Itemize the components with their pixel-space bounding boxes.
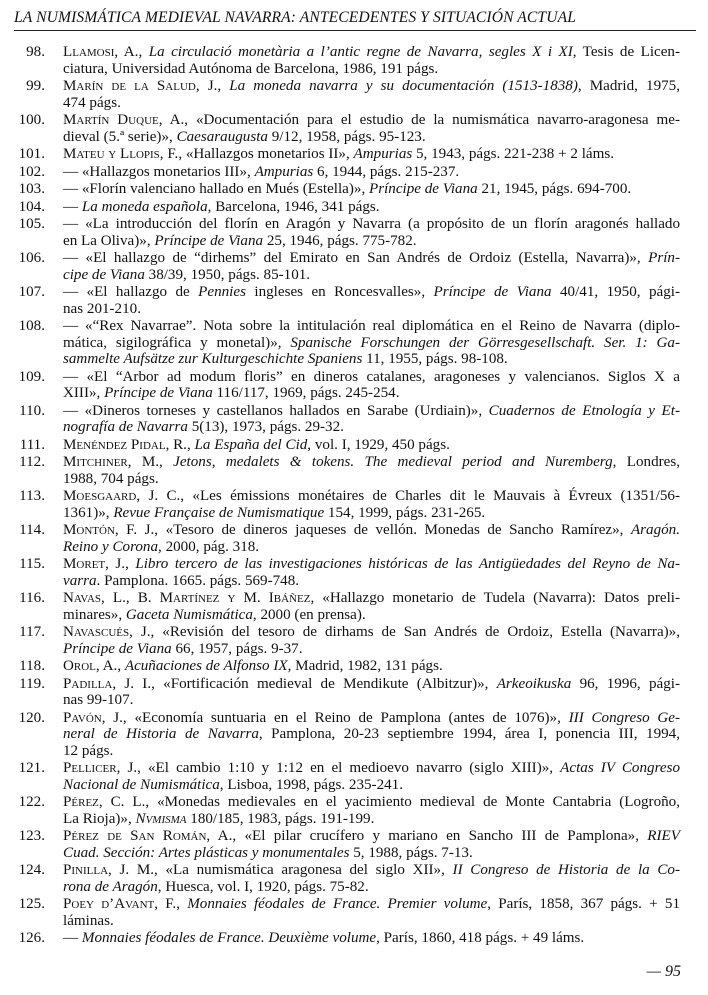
reference-title-text: Actas IV Congreso — [560, 760, 680, 776]
reference-text: — — [63, 930, 82, 946]
reference-text: 40/41, 1950, pági- — [551, 284, 680, 300]
reference-line — [63, 335, 680, 352]
reference-number: 123. — [18, 828, 45, 844]
reference-author: Marín de la Salud, J. — [63, 78, 218, 94]
reference-author: Pérez de San Román, A. — [63, 828, 233, 844]
reference-text: — «Dineros torneses y castellanos hallados en Sarabe (Urdiain)», — [63, 402, 489, 419]
reference-author: Mitchiner, M. — [63, 454, 160, 470]
reference-line — [63, 454, 680, 471]
reference-line — [63, 692, 680, 709]
reference-text: 21, 1945, págs. 694-700. — [477, 181, 632, 197]
reference-title-text: sammelte Aufsätze zur Kulturgeschichte Spaniens — [63, 351, 363, 367]
reference-text: , «Hallazgo monetario de Tudela (Navarra): Datos preli- — [310, 590, 680, 606]
reference-title-text: Gaceta Numismática — [125, 606, 253, 623]
reference-entry — [0, 794, 680, 827]
reference-line — [63, 233, 680, 250]
reference-text: , París, 1860, 418 págs. + 49 láms. — [376, 930, 585, 946]
reference-title-text: Ampurias — [254, 163, 314, 180]
reference-text: ingleses en Roncesvalles», — [245, 284, 434, 300]
reference-entry — [0, 454, 680, 487]
reference-author: Pinilla, J. M. — [63, 862, 155, 878]
reference-entry — [0, 112, 680, 145]
reference-title-text: Revue Française de Numismatique — [113, 504, 325, 521]
reference-title-text: La moneda española — [81, 198, 208, 215]
reference-line — [63, 301, 680, 318]
reference-entry — [0, 624, 680, 657]
reference-text: — «La introducción del florín en Aragón y Navarra (a propósito de un florín aragonés hallado — [63, 216, 680, 232]
reference-line — [63, 61, 680, 78]
reference-text: , «Documentación para el estudio de la numismática navarro-aragonesa me- — [184, 112, 681, 128]
reference-title-text: Pennies — [198, 284, 246, 300]
reference-text: — «Hallazgos monetarios III», — [63, 163, 255, 180]
reference-text: , «Tesoro de dineros jaqueses de vellón. Monedas de Sancho Ramírez», — [154, 522, 631, 538]
reference-line — [63, 811, 680, 828]
reference-line — [63, 828, 680, 845]
reference-number: 99. — [26, 78, 45, 94]
reference-title-text: Ampurias — [353, 146, 413, 162]
reference-line — [63, 199, 680, 216]
reference-text: 11, 1955, págs. 98-108. — [362, 351, 508, 367]
reference-entry — [0, 556, 680, 589]
reference-entry — [0, 590, 680, 623]
reference-text: 5, 1988, págs. 7-13. — [349, 844, 473, 861]
reference-text: La Rioja)», — [63, 810, 136, 827]
reference-text: , París, 1858, 367 págs. + 51 — [487, 896, 680, 912]
reference-line — [63, 437, 680, 454]
reference-author: Poey d’Avant, F. — [63, 896, 177, 912]
reference-number: 101. — [18, 146, 45, 162]
reference-text: láminas. — [63, 912, 114, 929]
reference-title-text: RIEV — [647, 828, 680, 844]
reference-entry — [0, 78, 680, 111]
reference-line — [63, 471, 680, 488]
reference-entry — [0, 862, 680, 895]
reference-number: 126. — [18, 930, 45, 946]
reference-line — [63, 112, 680, 129]
reference-author: Menéndez Pidal, R. — [63, 436, 187, 453]
reference-line — [63, 930, 680, 947]
reference-text: 180/185, 1983, págs. 191-199. — [186, 810, 375, 827]
reference-title-text: Aragón. — [630, 522, 680, 538]
reference-title-text: Spanische Forschungen der Görresgesellschaft. Ser. 1: Ga- — [290, 334, 681, 351]
reference-text: , — [217, 78, 230, 94]
reference-text: , — [125, 556, 136, 572]
reference-text: , 2000 (en prensa). — [252, 606, 366, 623]
reference-text: , Lisboa, 1998, págs. 235-241. — [219, 776, 404, 793]
reference-text: , «Revisión del tesoro de dirhams de San Andrés de Ordoiz, Estella (Navarra)», — [150, 624, 681, 640]
reference-author: Martín Duque, A. — [63, 112, 185, 128]
reference-title-text: La moneda navarra y su documentación (1513-1838) — [229, 78, 578, 94]
reference-author: Pavón, J. — [63, 709, 123, 726]
reference-line — [63, 403, 680, 420]
reference-number: 112. — [19, 454, 45, 470]
reference-line — [63, 879, 680, 896]
reference-line — [63, 760, 680, 777]
reference-title-text: nografía de Navarra — [63, 419, 188, 435]
reference-list — [0, 44, 708, 948]
reference-entry — [0, 216, 680, 249]
reference-text: minares», — [63, 606, 126, 623]
reference-number: 109. — [18, 368, 45, 385]
reference-author: Moesgaard, J. C. — [63, 488, 181, 504]
reference-line — [63, 658, 680, 675]
reference-text: , Huesca, vol. I, 1920, págs. 75-82. — [157, 878, 369, 895]
reference-line — [63, 573, 680, 590]
reference-title-text: varra — [63, 572, 97, 589]
reference-text: — «El hallazgo de — [63, 284, 199, 300]
header-rule — [14, 30, 696, 31]
reference-author: Llamosi, A. — [63, 44, 139, 60]
reference-number: 120. — [18, 709, 45, 726]
reference-number: 110. — [19, 402, 45, 419]
reference-number: 111. — [19, 436, 45, 453]
reference-line — [63, 351, 680, 368]
reference-title-text: Príncipe de Viana — [154, 232, 264, 249]
reference-number: 116. — [19, 590, 45, 606]
reference-title-text: Prín- — [648, 250, 680, 266]
reference-line — [63, 488, 680, 505]
reference-title-text: Príncipe de Viana — [63, 640, 172, 657]
reference-text: mática, sigilográfica y monetal)», — [63, 334, 291, 351]
reference-title-text: Nvmisma — [135, 810, 187, 827]
reference-number: 98. — [26, 44, 45, 60]
reference-text: vol. I, 1929, 450 págs. — [311, 436, 450, 453]
reference-line — [63, 44, 680, 61]
reference-author: Montón, F. J. — [63, 522, 155, 538]
reference-line — [63, 556, 680, 573]
reference-line — [63, 676, 680, 693]
reference-title-text: La España del Cid, — [194, 436, 312, 453]
reference-number: 103. — [18, 181, 45, 197]
reference-text: 5, 1943, págs. 221-238 + 2 láms. — [412, 146, 615, 162]
reference-line — [63, 318, 680, 335]
reference-line — [63, 181, 680, 198]
reference-entry — [0, 488, 680, 521]
reference-line — [63, 913, 680, 930]
reference-line — [63, 216, 680, 233]
reference-title-text: Jetons, medalets & tokens. The medieval period and Nuremberg — [173, 454, 613, 470]
reference-text: , — [186, 436, 195, 453]
reference-number: 104. — [18, 198, 45, 215]
reference-text: nas 99-107. — [63, 692, 134, 708]
reference-entry — [0, 403, 680, 436]
reference-line — [63, 164, 680, 181]
reference-text: , «Monedas medievales en el yacimiento medieval de Monte Cantabria (Logroño, — [145, 794, 681, 810]
reference-line — [63, 522, 680, 539]
reference-line — [63, 284, 680, 301]
reference-line — [63, 95, 680, 112]
reference-author: Padilla, J. I. — [63, 675, 152, 692]
reference-number: 119. — [19, 675, 45, 692]
reference-title-text: Príncipe de Viana — [369, 181, 478, 197]
reference-entry — [0, 522, 680, 555]
reference-author: Orol, A. — [63, 658, 118, 674]
reference-entry — [0, 896, 680, 929]
reference-text: , Tesis de Licen- — [572, 44, 681, 60]
reference-title-text: Nacional de Numismática — [63, 776, 220, 793]
reference-line — [63, 539, 680, 556]
reference-line — [63, 777, 680, 794]
reference-text: — «El hallazgo de “dirhems” del Emirato en San Andrés de Ordoiz (Estella, Navarra)», — [63, 250, 649, 266]
reference-entry — [0, 164, 680, 181]
reference-line — [63, 505, 680, 522]
reference-text: 9/12, 1958, págs. 95-123. — [267, 128, 426, 145]
reference-text: XIII», — [63, 385, 105, 401]
reference-line — [63, 129, 680, 146]
reference-number: 121. — [18, 760, 45, 776]
reference-line — [63, 743, 680, 760]
reference-line — [63, 267, 680, 284]
reference-line — [63, 385, 680, 402]
reference-entry — [0, 318, 680, 368]
reference-number: 115. — [19, 556, 45, 572]
reference-number: 125. — [18, 896, 45, 912]
page-number: — 95 — [646, 963, 681, 980]
reference-line — [63, 794, 680, 811]
reference-text: 66, 1957, págs. 9-37. — [171, 640, 303, 657]
reference-text: , «El pilar crucífero y mariano en Sancho III de Pamplona», — [232, 828, 648, 844]
reference-line — [63, 590, 680, 607]
reference-line — [63, 369, 680, 386]
reference-number: 100. — [18, 112, 45, 128]
reference-line — [63, 862, 680, 879]
reference-text: , Madrid, 1982, 131 págs. — [287, 658, 443, 674]
reference-text: 474 págs. — [63, 94, 121, 111]
reference-entry — [0, 44, 680, 77]
reference-title-text: II Congreso de Historia de la Co- — [452, 862, 681, 878]
reference-title-text: neral de Historia de Navarra — [63, 726, 259, 742]
reference-text: , «Les émissions monétaires de Charles dit le Mauvais à Évreux (1351/56- — [180, 488, 680, 504]
reference-number: 118. — [19, 658, 45, 674]
reference-line — [63, 710, 680, 727]
reference-title-text: Monnaies féodales de France. Deuxième volume — [81, 930, 377, 946]
reference-number: 113. — [19, 488, 45, 504]
reference-number: 105. — [18, 216, 45, 232]
reference-title-text: Caesaraugusta — [176, 128, 268, 145]
reference-line — [63, 78, 680, 95]
reference-text: 12 págs. — [63, 742, 114, 759]
reference-text: , Madrid, 1975, — [577, 78, 680, 94]
reference-text: , «La numismática aragonesa del siglo XII», — [154, 862, 453, 878]
reference-entry — [0, 284, 680, 317]
reference-text: en La Oliva)», — [63, 232, 155, 249]
reference-entry — [0, 146, 680, 163]
reference-title-text: cipe de Viana — [63, 266, 145, 283]
reference-author: Pellicer, J. — [63, 760, 138, 776]
reference-title-text: Príncipe de Viana — [433, 284, 552, 300]
reference-text: — — [63, 198, 82, 215]
reference-author: Mateu y Llopis, F. — [63, 146, 179, 162]
reference-number: 107. — [18, 284, 45, 300]
reference-title-text: Monnaies féodales de France. Premier volume — [187, 896, 488, 912]
reference-text: — «“Rex Navarrae”. Nota sobre la intitulación real diplomática en el Reino de Navarra (diplo- — [63, 318, 680, 334]
reference-text: 154, 1999, págs. 231-265. — [324, 504, 486, 521]
reference-text: 1361)», — [63, 504, 114, 521]
reference-number: 122. — [18, 794, 45, 810]
reference-title-text: Príncipe de Viana — [104, 385, 213, 401]
reference-text: 38/39, 1950, págs. 85-101. — [144, 266, 311, 283]
reference-text: 6, 1944, págs. 215-237. — [313, 163, 460, 180]
reference-entry — [0, 828, 680, 861]
reference-title-text: Cuadernos de Etnología y Et- — [488, 402, 680, 419]
reference-title-text: La circulació monetària a l’antic regne de Navarra, segles X i XI — [148, 44, 573, 60]
reference-entry — [0, 676, 680, 709]
reference-title-text: Reino y Corona — [63, 538, 159, 555]
reference-line — [63, 624, 680, 641]
reference-number: 102. — [18, 163, 45, 180]
reference-entry — [0, 710, 680, 760]
reference-text: , — [159, 454, 174, 470]
reference-line — [63, 146, 680, 163]
reference-number: 106. — [18, 250, 45, 266]
reference-entry — [0, 181, 680, 198]
reference-text: — «Florín valenciano hallado en Mués (Estella)», — [63, 181, 369, 197]
reference-entry — [0, 760, 680, 793]
reference-text: — «El “Arbor ad modum floris” en dineros catalanes, aragoneses y valencianos. Siglos X a — [63, 368, 680, 385]
reference-entry — [0, 658, 680, 675]
reference-text: 5(13), 1973, págs. 29-32. — [187, 419, 344, 435]
reference-text: , — [176, 896, 188, 912]
reference-title-text: rona de Aragón — [63, 878, 158, 895]
reference-text: , «Hallazgos monetarios II», — [178, 146, 354, 162]
reference-author: Navascués, J. — [63, 624, 151, 640]
reference-line — [63, 726, 680, 743]
reference-line — [63, 419, 680, 436]
reference-entry — [0, 437, 680, 454]
reference-line — [63, 896, 680, 913]
reference-text: nas 201-210. — [63, 300, 141, 317]
reference-line — [63, 607, 680, 624]
reference-author: Navas, L., B. Martínez y M. Ibáñez — [63, 590, 311, 606]
reference-number: 117. — [19, 624, 45, 640]
reference-text: , Pamplona, 20-23 septiembre 1994, área I, ponencia III, 1994, — [258, 726, 680, 742]
reference-text: , 2000, pág. 318. — [158, 538, 260, 555]
reference-entry — [0, 930, 680, 947]
reference-entry — [0, 199, 680, 216]
reference-text: . Pamplona. 1665. págs. 569-748. — [96, 572, 300, 589]
reference-line — [63, 250, 680, 267]
reference-author: Moret, J. — [63, 556, 126, 572]
reference-line — [63, 641, 680, 658]
reference-title-text: Cuad. Sección: Artes plásticas y monumentales — [63, 844, 350, 861]
reference-text: , Londres, — [612, 454, 680, 470]
reference-number: 108. — [18, 318, 45, 334]
reference-number: 114. — [19, 522, 45, 538]
reference-title-text: Acuñaciones de Alfonso IX — [124, 658, 288, 674]
reference-entry — [0, 369, 680, 402]
reference-text: , «Fortificación medieval de Mendikute (Albitzur)», — [151, 675, 497, 692]
reference-entry — [0, 250, 680, 283]
running-title: LA NUMISMÁTICA MEDIEVAL NAVARRA: ANTECEDENTES Y SITUACIÓN ACTUAL — [14, 9, 576, 26]
reference-text: ciatura, Universidad Autónoma de Barcelona, 1986, 191 págs. — [63, 60, 439, 77]
reference-text: 116/117, 1969, págs. 245-254. — [212, 385, 400, 401]
reference-text: , Barcelona, 1946, 341 págs. — [207, 198, 380, 215]
reference-text: , «Economía suntuaria en el Reino de Pamplona (antes de 1076)», — [122, 709, 569, 726]
reference-title-text: Libro tercero de las investigaciones históricas de las Antigüedades del Reyno de Na- — [135, 556, 680, 572]
reference-author: Pérez, C. L. — [63, 794, 146, 810]
reference-text: , «El cambio 1:10 y 1:12 en el medioevo navarro (siglo XIII)», — [137, 760, 561, 776]
reference-number: 124. — [18, 862, 45, 878]
reference-text: 25, 1946, págs. 775-782. — [263, 232, 417, 249]
reference-text: , — [138, 44, 149, 60]
reference-line — [63, 845, 680, 862]
reference-text: 1988, 704 págs. — [63, 470, 159, 487]
reference-title-text: III Congreso Ge- — [568, 709, 680, 726]
reference-text: 96, 1996, pági- — [571, 675, 680, 692]
reference-title-text: Arkeoikuska — [496, 675, 572, 692]
reference-text: dieval (5.ª serie)», — [63, 128, 177, 145]
reference-text: , — [117, 658, 125, 674]
